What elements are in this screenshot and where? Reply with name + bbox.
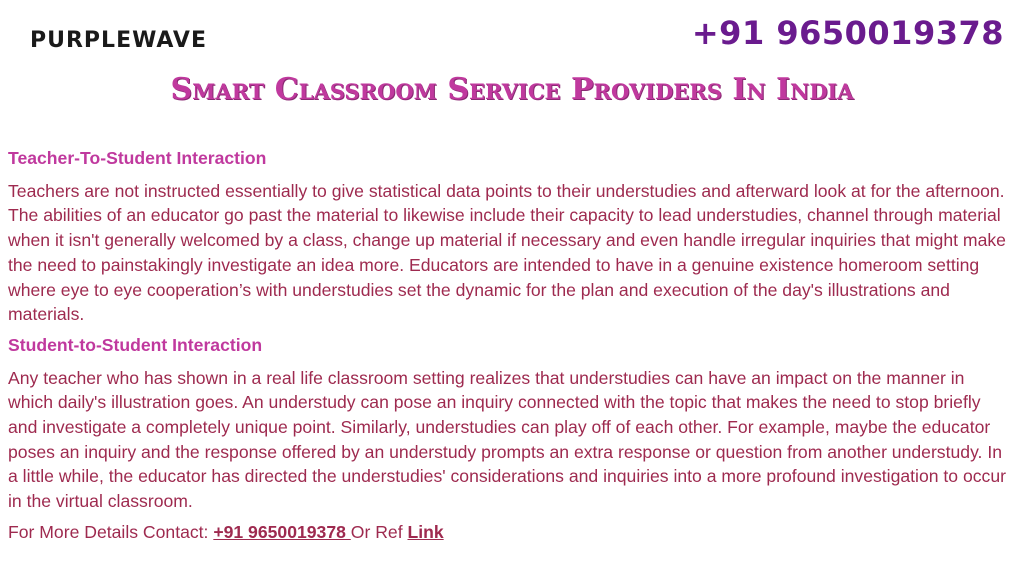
header-phone: +91 9650019378 (691, 14, 1004, 52)
contact-phone-link[interactable]: +91 9650019378 (213, 521, 351, 542)
reference-link[interactable]: Link (407, 521, 444, 542)
contact-middle: Or Ref (350, 521, 408, 542)
section-heading-student-student: Student-to-Student Interaction (8, 334, 263, 355)
section-body-student-student: Any teacher who has shown in a real life classroom setting realizes that understudies can have an impact on the manner in which daily's illustration goes. An understudy can pose an inquiry connected with the topic that makes the need to stop briefly and investigate a completely unique point. Similarly, understudies can play off of each other. For example, maybe the educator poses an inquiry and the response offered by an understudy prompts an extra response or question from another understudy. In a little while, the educator has directed the understudies' considerations and inquiries into a more profound investigation to occur in the virtual classroom. (8, 367, 1006, 512)
brand-logo: PURPLEWAVE (30, 28, 207, 53)
page-title: Smart Classroom Service Providers In India (170, 72, 854, 107)
section-heading-teacher-student: Teacher-To-Student Interaction (8, 148, 267, 168)
main-content (8, 146, 1014, 545)
contact-line (8, 520, 1014, 545)
contact-prefix: For More Details Contact: (8, 521, 214, 542)
section-body-teacher-student: Teachers are not instructed essentially to give statistical data points to their understudies and afterward look at for the afternoon. The abilities of an educator go past the material to likewise include their capacity to lead understudies, channel through material when it isn't generally welcomed by a class, change up material if necessary and even handle irregular inquiries that might make the need to painstakingly investigate an idea more. Educators are intended to have in a genuine existence homeroom setting where eye to eye cooperation’s with understudies set the dynamic for the plan and execution of the day's illustrations and materials. (8, 180, 1006, 325)
